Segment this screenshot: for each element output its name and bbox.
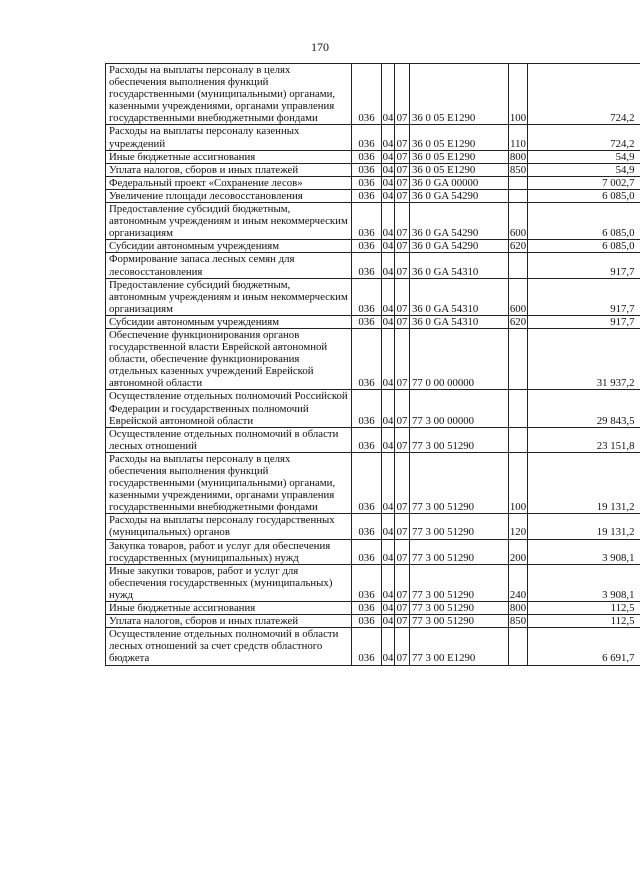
row-grbs: 036 (352, 315, 382, 328)
row-target-article: 36 0 05 E1290 (410, 163, 509, 176)
row-grbs: 036 (352, 427, 382, 452)
row-section: 04 (382, 539, 395, 564)
row-target-article: 77 0 00 00000 (410, 328, 509, 389)
row-grbs: 036 (352, 615, 382, 628)
row-sum: 7 002,7 (528, 176, 640, 189)
row-expense-type (509, 176, 528, 189)
row-sum: 3 908,1 (528, 564, 640, 601)
row-sum: 724,2 (528, 125, 640, 150)
row-target-article: 36 0 05 E1290 (410, 64, 509, 125)
row-name: Осуществление отдельных полномочий в области лесных отношений за счет средств областного бюджета (106, 628, 352, 665)
row-sum: 6 085,0 (528, 203, 640, 240)
row-target-article: 77 3 00 51290 (410, 452, 509, 513)
table-row (106, 176, 640, 189)
row-section: 04 (382, 427, 395, 452)
table-row (106, 189, 640, 202)
row-expense-type: 800 (509, 150, 527, 163)
row-expense-type (509, 253, 528, 278)
row-section: 04 (382, 514, 395, 539)
row-expense-type: 240 (509, 564, 528, 601)
row-subsection: 07 (395, 452, 410, 513)
row-sum: 54,9 (528, 163, 640, 176)
row-sum: 19 131,2 (528, 452, 640, 513)
row-name: Уплата налогов, сборов и иных платежей (106, 163, 352, 176)
row-expense-type: 120 (509, 514, 528, 539)
row-subsection: 07 (395, 315, 410, 328)
row-target-article: 36 0 GA 54290 (410, 240, 509, 253)
table-row (106, 328, 640, 389)
row-target-article: 36 0 GA 00000 (410, 176, 509, 189)
budget-table (105, 63, 640, 666)
row-section: 04 (382, 278, 395, 315)
table-row (106, 602, 640, 615)
row-name: Расходы на выплаты персоналу в целях обеспечения выполнения функций государственными (муниципальными) органами, казенными учреждениями, органами управления государственными внебюджетными фондами (106, 64, 352, 125)
row-name: Предоставление субсидий бюджетным, автономным учреждениям и иным некоммерческим организациям (106, 203, 352, 240)
row-sum: 29 843,5 (528, 390, 640, 427)
row-name: Увеличение площади лесовосстановления (106, 189, 352, 202)
row-subsection: 07 (395, 125, 410, 150)
table-row (106, 452, 640, 513)
table-row (106, 427, 640, 452)
row-name: Уплата налогов, сборов и иных платежей (106, 615, 352, 628)
row-target-article: 36 0 05 E1290 (410, 125, 509, 150)
row-grbs: 036 (352, 240, 382, 253)
row-subsection: 07 (395, 628, 410, 665)
row-name: Обеспечение функционирования органов государственной власти Еврейской автономной области, обеспечение функционирования отдельных казенных учреждений Еврейской автономной области (106, 328, 352, 389)
row-expense-type: 200 (509, 539, 528, 564)
row-expense-type (509, 189, 528, 202)
row-name: Осуществление отдельных полномочий Российской Федерации и государственных полномочий Еврейской автономной области (106, 390, 352, 427)
row-subsection: 07 (395, 602, 410, 615)
row-name: Расходы на выплаты персоналу казенных учреждений (106, 125, 352, 150)
row-target-article: 36 0 05 E1290 (410, 150, 509, 163)
row-expense-type: 100 (509, 64, 528, 125)
row-sum: 112,5 (528, 615, 640, 628)
row-grbs: 036 (352, 278, 382, 315)
table-row (106, 390, 640, 427)
row-sum: 917,7 (528, 315, 640, 328)
row-expense-type: 620 (509, 315, 527, 328)
row-grbs: 036 (352, 328, 382, 389)
row-grbs: 036 (352, 564, 382, 601)
row-subsection: 07 (395, 176, 410, 189)
row-section: 04 (382, 452, 395, 513)
row-subsection: 07 (395, 427, 410, 452)
row-section: 04 (382, 628, 395, 665)
row-expense-type (509, 390, 528, 427)
row-expense-type: 850 (509, 163, 527, 176)
row-name: Субсидии автономным учреждениям (106, 240, 352, 253)
row-sum: 6 085,0 (528, 189, 640, 202)
row-section: 04 (382, 125, 395, 150)
row-expense-type: 600 (509, 203, 528, 240)
table-row (106, 203, 640, 240)
table-row (106, 539, 640, 564)
row-sum: 6 085,0 (528, 240, 640, 253)
row-subsection: 07 (395, 539, 410, 564)
row-section: 04 (382, 163, 394, 176)
row-grbs: 036 (352, 203, 382, 240)
row-grbs: 036 (352, 628, 382, 665)
row-expense-type: 620 (509, 240, 527, 253)
row-sum: 724,2 (528, 64, 640, 125)
row-subsection: 07 (395, 615, 410, 628)
row-target-article: 36 0 GA 54310 (410, 278, 509, 315)
row-expense-type: 110 (509, 125, 528, 150)
row-sum: 19 131,2 (528, 514, 640, 539)
row-subsection: 07 (395, 253, 410, 278)
row-grbs: 036 (352, 602, 382, 615)
row-sum: 112,5 (528, 602, 640, 615)
row-name: Иные закупки товаров, работ и услуг для обеспечения государственных (муниципальных) нужд (106, 564, 352, 601)
table-row (106, 615, 640, 628)
row-sum: 31 937,2 (528, 328, 640, 389)
row-section: 04 (382, 315, 394, 328)
row-sum: 6 691,7 (528, 628, 640, 665)
row-sum: 54,9 (528, 150, 640, 163)
row-subsection: 07 (395, 514, 410, 539)
row-expense-type: 100 (509, 452, 528, 513)
row-target-article: 77 3 00 00000 (410, 390, 509, 427)
row-target-article: 77 3 00 51290 (410, 564, 509, 601)
row-section: 04 (382, 615, 394, 628)
row-sum: 917,7 (528, 278, 640, 315)
row-target-article: 36 0 GA 54290 (410, 189, 509, 202)
row-sum: 917,7 (528, 253, 640, 278)
table-row (106, 125, 640, 150)
row-expense-type: 850 (509, 615, 527, 628)
row-expense-type (509, 328, 528, 389)
row-target-article: 77 3 00 51290 (410, 602, 509, 615)
row-grbs: 036 (352, 176, 382, 189)
row-section: 04 (382, 602, 394, 615)
table-row (106, 278, 640, 315)
row-target-article: 77 3 00 51290 (410, 427, 509, 452)
table-row (106, 150, 640, 163)
page-number: 170 (311, 40, 329, 54)
table-row (106, 253, 640, 278)
row-name: Осуществление отдельных полномочий в области лесных отношений (106, 427, 352, 452)
row-section: 04 (382, 328, 395, 389)
row-target-article: 77 3 00 51290 (410, 514, 509, 539)
row-subsection: 07 (395, 150, 410, 163)
row-section: 04 (382, 390, 395, 427)
row-section: 04 (382, 176, 394, 189)
row-name: Федеральный проект «Сохранение лесов» (106, 176, 352, 189)
row-target-article: 36 0 GA 54290 (410, 203, 509, 240)
row-target-article: 77 3 00 51290 (410, 615, 509, 628)
row-grbs: 036 (352, 452, 382, 513)
table-row (106, 163, 640, 176)
row-grbs: 036 (352, 163, 382, 176)
row-section: 04 (382, 150, 394, 163)
row-grbs: 036 (352, 539, 382, 564)
row-subsection: 07 (395, 163, 410, 176)
table-row (106, 628, 640, 665)
row-expense-type: 800 (509, 602, 527, 615)
row-grbs: 036 (352, 390, 382, 427)
row-subsection: 07 (395, 203, 410, 240)
row-sum: 3 908,1 (528, 539, 640, 564)
row-name: Предоставление субсидий бюджетным, автономным учреждениям и иным некоммерческим организациям (106, 278, 352, 315)
row-name: Формирование запаса лесных семян для лесовосстановления (106, 253, 352, 278)
row-grbs: 036 (352, 514, 382, 539)
table-row (106, 64, 640, 125)
row-subsection: 07 (395, 64, 410, 125)
row-subsection: 07 (395, 328, 410, 389)
row-section: 04 (382, 189, 394, 202)
row-grbs: 036 (352, 189, 382, 202)
row-target-article: 36 0 GA 54310 (410, 315, 509, 328)
row-section: 04 (382, 203, 395, 240)
row-name: Иные бюджетные ассигнования (106, 150, 352, 163)
row-target-article: 77 3 00 51290 (410, 539, 509, 564)
table-row (106, 514, 640, 539)
row-section: 04 (382, 64, 395, 125)
row-expense-type: 600 (509, 278, 528, 315)
row-name: Закупка товаров, работ и услуг для обеспечения государственных (муниципальных) нужд (106, 539, 352, 564)
row-subsection: 07 (395, 564, 410, 601)
row-target-article: 36 0 GA 54310 (410, 253, 509, 278)
row-name: Иные бюджетные ассигнования (106, 602, 352, 615)
row-subsection: 07 (395, 390, 410, 427)
row-name: Расходы на выплаты персоналу государственных (муниципальных) органов (106, 514, 352, 539)
table-body (106, 64, 640, 666)
row-grbs: 036 (352, 125, 382, 150)
row-name: Субсидии автономным учреждениям (106, 315, 352, 328)
table-row (106, 564, 640, 601)
row-subsection: 07 (395, 240, 410, 253)
row-subsection: 07 (395, 189, 410, 202)
row-sum: 23 151,8 (528, 427, 640, 452)
row-expense-type (509, 427, 528, 452)
row-grbs: 036 (352, 150, 382, 163)
row-subsection: 07 (395, 278, 410, 315)
row-section: 04 (382, 240, 394, 253)
row-name: Расходы на выплаты персоналу в целях обеспечения выполнения функций государственными (муниципальными) органами, казенными учреждениями, органами управления государственными внебюджетными фондами (106, 452, 352, 513)
row-grbs: 036 (352, 253, 382, 278)
row-target-article: 77 3 00 E1290 (410, 628, 509, 665)
row-grbs: 036 (352, 64, 382, 125)
row-section: 04 (382, 253, 395, 278)
table-row (106, 240, 640, 253)
table-row (106, 315, 640, 328)
row-expense-type (509, 628, 528, 665)
row-section: 04 (382, 564, 395, 601)
